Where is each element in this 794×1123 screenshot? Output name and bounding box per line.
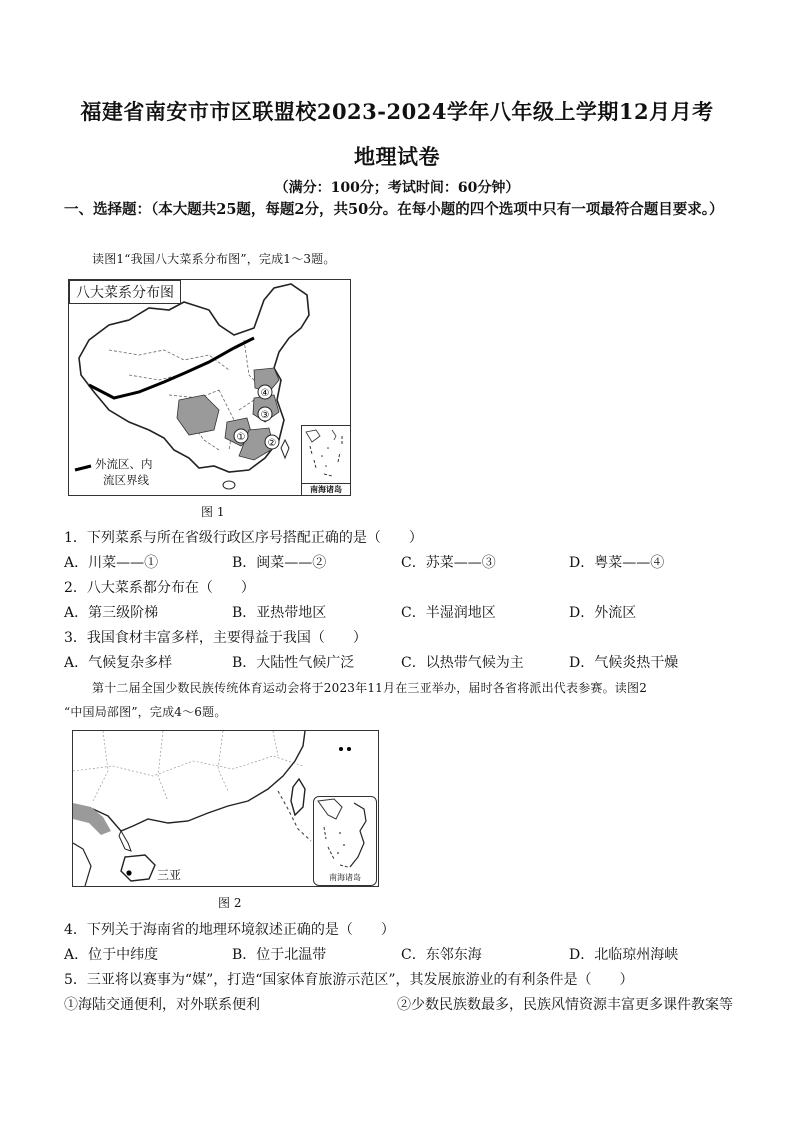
question-3-stem: 3．我国食材丰富多样，主要得益于我国（ ） [64, 630, 367, 646]
question-4-option-b: B．位于北温带 [232, 947, 327, 963]
question-4-stem: 4．下列关于海南省的地理环境叙述正确的是（ ） [64, 922, 395, 938]
taiwan-island [281, 440, 289, 458]
marker-1-label: ① [236, 432, 246, 443]
inset-graphic [302, 426, 350, 482]
sanya-label: 三亚 [157, 868, 182, 882]
border-region-shaded [73, 803, 111, 835]
question-5-statement-2: ②少数民族数最多，民族风情资源丰富更多课件教案等 [397, 997, 733, 1013]
question-1-stem: 1．下列菜系与所在省级行政区序号搭配正确的是（ ） [64, 530, 423, 546]
section-heading: 一、选择题：（本大题共25题，每题2分，共50分。在每小题的四个选项中只有一项最符合题目要求。） [64, 201, 724, 218]
exam-subtitle: 地理试卷 [354, 144, 440, 169]
question-2-stem: 2．八大菜系都分布在（ ） [64, 580, 255, 596]
map-title: 八大菜系分布图 [69, 280, 181, 304]
figure1-intro: 读图1“我国八大菜系分布图”，完成1～3题。 [92, 252, 336, 266]
inset-graphic-2 [314, 797, 376, 873]
hainan-island [223, 481, 235, 489]
figure2-intro-line2: “中国局部图”，完成4～6题。 [64, 705, 227, 719]
question-3-option-c: C．以热带气候为主 [401, 655, 524, 671]
question-4-option-a: A．位于中纬度 [64, 947, 159, 963]
south-china-map [72, 730, 379, 887]
figure2-intro-line1: 第十二届全国少数民族传统体育运动会将于2023年11月在三亚举办，届时各省将派出代表参赛。读图2 [92, 681, 648, 695]
coastline [73, 731, 305, 831]
question-5-stem: 5．三亚将以赛事为“媒”，打造“国家体育旅游示范区”，其发展旅游业的有利条件是（ ） [64, 972, 634, 988]
question-1-option-c: C．苏菜——③ [401, 555, 496, 571]
question-5-statement-1: ①海陆交通便利，对外联系便利 [64, 997, 260, 1013]
question-2-option-b: B．亚热带地区 [232, 605, 327, 621]
question-1-option-b: B．闽菜——② [232, 555, 327, 571]
legend-line-icon [75, 466, 91, 470]
province-borders-2 [73, 731, 303, 801]
taiwan-island-2 [291, 779, 305, 815]
sanya-point [126, 870, 131, 875]
question-4-option-d: D．北临琼州海峡 [569, 947, 679, 963]
figure2-caption: 图 2 [218, 896, 242, 910]
exam-title: 福建省南安市市区联盟校2023-2024学年八年级上学期12月月考 [80, 99, 714, 124]
inset-label: 南海诸岛 [302, 483, 350, 495]
question-2-option-a: A．第三级阶梯 [64, 605, 159, 621]
question-3-option-d: D．气候炎热干燥 [569, 655, 679, 671]
question-1-option-a: A．川菜——① [64, 555, 159, 571]
question-1-option-d: D．粤菜——④ [569, 555, 665, 571]
marker-3-label: ③ [260, 410, 270, 421]
question-2-option-d: D．外流区 [569, 605, 637, 621]
marker-4-label: ④ [260, 388, 270, 399]
exam-info: （满分：100分；考试时间：60分钟） [274, 180, 520, 196]
question-2-option-c: C．半湿润地区 [401, 605, 496, 621]
question-3-option-a: A．气候复杂多样 [64, 655, 173, 671]
legend-label-line1: 外流区、内 [95, 457, 153, 471]
inset-label-2: 南海诸岛 [329, 873, 361, 882]
inset-south-china-sea [301, 425, 351, 496]
legend-label-line2: 流区界线 [103, 473, 149, 487]
question-3-option-b: B．大陆性气候广泛 [232, 655, 355, 671]
china-cuisine-map [68, 279, 351, 496]
inset-south-china-sea-2 [313, 796, 377, 886]
marker-2-label: ② [267, 438, 277, 449]
hainan-island-2 [121, 855, 155, 881]
legend-text [95, 456, 153, 488]
figure1-caption: 图 1 [201, 505, 225, 519]
question-4-option-c: C．东邻东海 [401, 947, 482, 963]
